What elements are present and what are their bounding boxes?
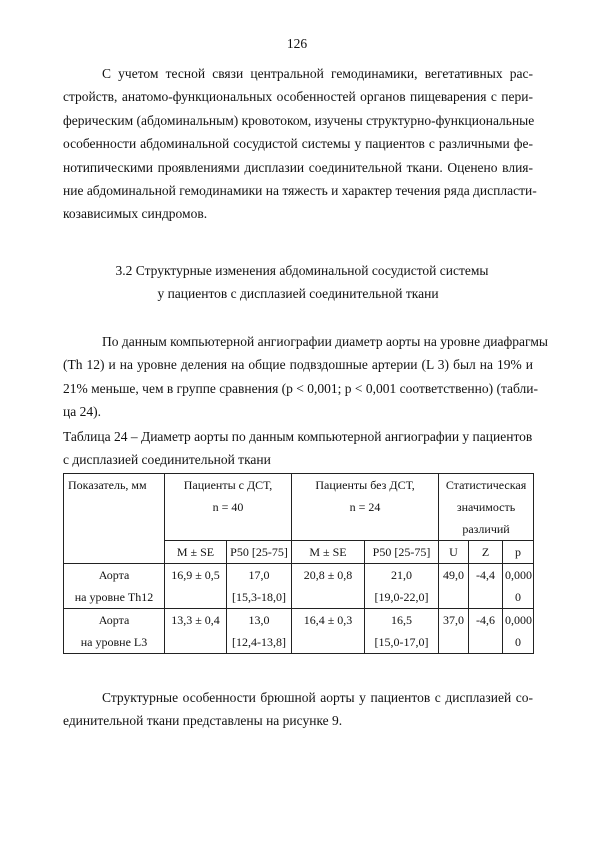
header-text: различий	[462, 522, 510, 536]
cell-text: на уровне Th12	[74, 590, 154, 604]
cell-p50	[227, 609, 292, 654]
header-text: значимость	[456, 500, 516, 514]
header-text: Статистическая	[445, 478, 527, 492]
cell-text: 16,5	[391, 613, 413, 627]
header-text: Пациенты без ДСТ,	[315, 478, 415, 492]
text-line: Структурные особенности брюшной аорты у пациентов с дисплазией со-	[102, 690, 533, 705]
cell-mse: 16,9 ± 0,5	[165, 564, 227, 609]
cell-mse: 16,4 ± 0,3	[292, 609, 365, 654]
cell-p	[503, 609, 534, 654]
cell-text: 0,000	[505, 568, 533, 582]
text-line: козависимых синдромов.	[63, 206, 208, 222]
cell-u: 49,0	[439, 564, 469, 609]
table-caption	[63, 425, 533, 471]
subheader-cell: P50 [25-75]	[365, 541, 439, 564]
text-line: особенности абдоминальной сосудистой системы у пациентов с различными фе-	[63, 136, 533, 152]
cell-text: Аорта	[98, 568, 130, 582]
header-group-dst	[165, 474, 292, 541]
intro-paragraph	[63, 62, 537, 226]
text-line: единительной ткани представлены на рисунке 9.	[63, 713, 343, 729]
subheader-cell: M ± SE	[165, 541, 227, 564]
aorta-diameter-table	[63, 473, 534, 654]
cell-z: -4,6	[469, 609, 503, 654]
cell-text: [15,0-17,0]	[374, 635, 429, 649]
header-group-no-dst	[292, 474, 439, 541]
cell-text: 21,0	[391, 568, 413, 582]
cell-p50	[365, 609, 439, 654]
cell-text: 0	[515, 635, 522, 649]
table-row	[64, 609, 534, 654]
caption-line: Таблица 24 – Диаметр аорты по данным компьютерной ангиографии у пациентов	[63, 429, 533, 444]
text-line: ца 24).	[63, 404, 101, 420]
cell-z: -4,4	[469, 564, 503, 609]
text-line: (Th 12) и на уровне деления на общие подвздошные артерии (L 3) был на 19% и	[63, 357, 533, 373]
subheader-cell: Z	[469, 541, 503, 564]
subheader-cell: P50 [25-75]	[227, 541, 292, 564]
cell-u: 37,0	[439, 609, 469, 654]
cell-p	[503, 564, 534, 609]
text-line: стройств, анатомо-функциональных особенностей органов пищеварения с пери-	[63, 89, 533, 105]
cell-mse: 13,3 ± 0,4	[165, 609, 227, 654]
cell-mse: 20,8 ± 0,8	[292, 564, 365, 609]
subheader-cell: M ± SE	[292, 541, 365, 564]
text-line: С учетом тесной связи центральной гемодинамики, вегетативных рас-	[102, 66, 533, 81]
row-label	[64, 609, 165, 654]
row-label	[64, 564, 165, 609]
header-text: n = 40	[212, 500, 244, 514]
cell-text: [19,0-22,0]	[374, 590, 429, 604]
text-line: ферическим (абдоминальным) кровотоком, изучены структурно-функциональные	[63, 112, 535, 128]
closing-paragraph	[63, 686, 533, 733]
cell-text: Аорта	[98, 613, 130, 627]
cell-text: 0	[515, 590, 522, 604]
cell-text: 0,000	[505, 613, 533, 627]
section-heading-line: у пациентов с дисплазией соединительной ткани	[157, 286, 439, 301]
header-indicator: Показатель, мм	[64, 474, 165, 564]
header-stat-significance	[439, 474, 534, 541]
section-heading	[0, 259, 594, 305]
text-line: нотипическими проявлениями дисплазии соединительной ткани. Оценено влия-	[63, 159, 533, 175]
cell-text: 17,0	[248, 568, 270, 582]
text-line: ние абдоминальной гемодинамики на тяжесть и характер течения ряда диспласти-	[63, 183, 537, 199]
section-heading-line: 3.2 Структурные изменения абдоминальной сосудистой системы	[115, 263, 489, 278]
page-number: 126	[286, 36, 308, 51]
text-line: По данным компьютерной ангиографии диаметр аорты на уровне диафрагмы	[102, 334, 548, 349]
table-header-row	[64, 474, 534, 541]
cell-p50	[365, 564, 439, 609]
cell-text: [12,4-13,8]	[232, 635, 286, 649]
cell-p50	[227, 564, 292, 609]
cell-text: на уровне L3	[80, 635, 148, 649]
caption-line: с дисплазией соединительной ткани	[63, 452, 271, 467]
cell-text: 13,0	[248, 613, 270, 627]
subheader-cell: p	[503, 541, 534, 564]
header-text: n = 24	[349, 500, 381, 514]
header-text: Пациенты с ДСТ,	[183, 478, 273, 492]
cell-text: [15,3-18,0]	[232, 590, 286, 604]
table-row	[64, 564, 534, 609]
text-line: 21% меньше, чем в группе сравнения (р < 0,001; р < 0,001 соответственно) (табли-	[63, 380, 538, 396]
results-paragraph	[63, 330, 548, 424]
subheader-cell: U	[439, 541, 469, 564]
